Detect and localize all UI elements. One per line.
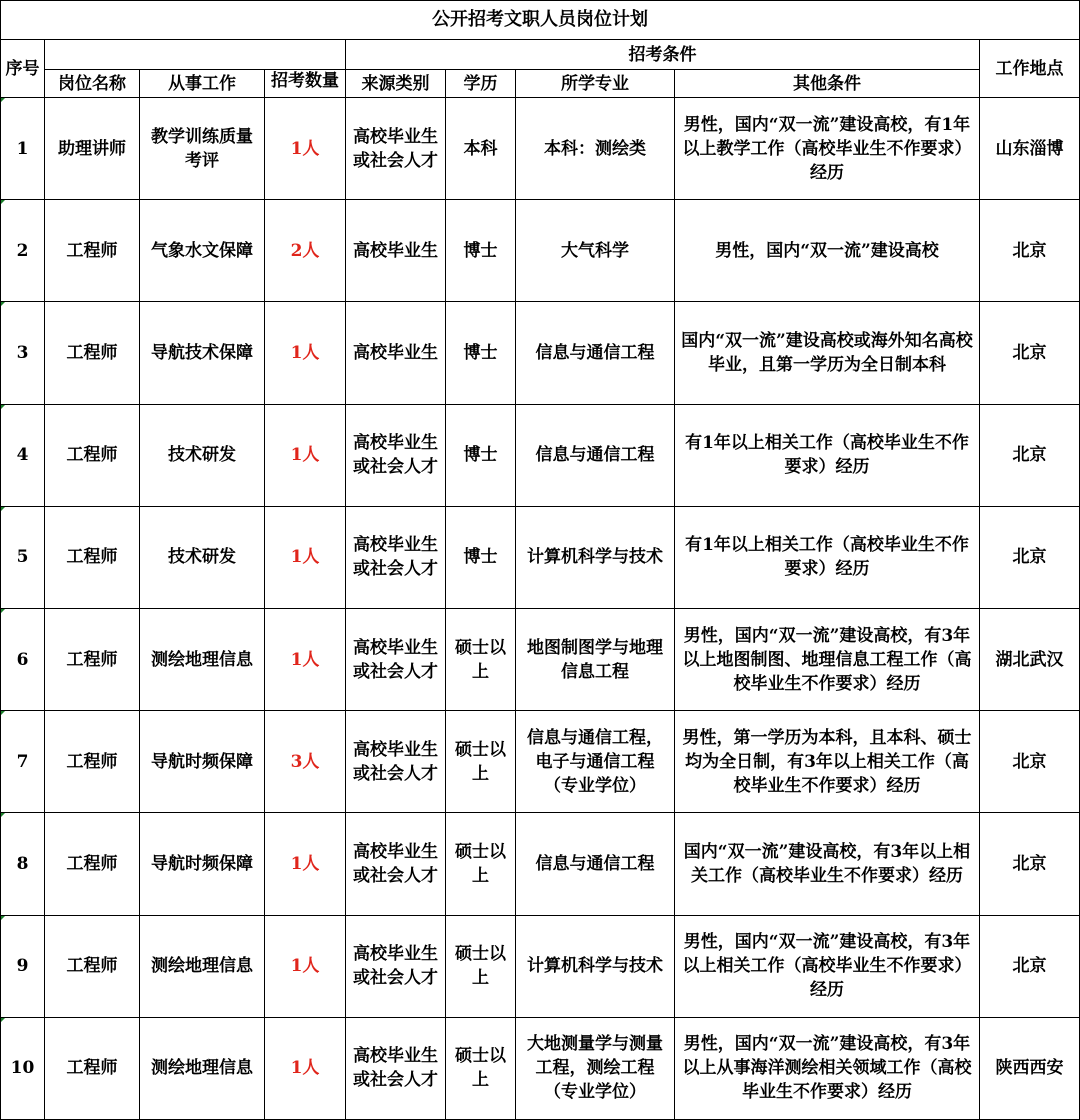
- cell-major: 信息与通信工程: [516, 404, 675, 506]
- cell-count: 3人: [265, 711, 346, 813]
- cell-position: 工程师: [45, 608, 140, 710]
- header-conditions-group: 招考条件: [346, 40, 980, 70]
- cell-location: 北京: [980, 813, 1080, 915]
- cell-seq: 9: [1, 915, 45, 1017]
- cell-location: 山东淄博: [980, 98, 1080, 200]
- table-row: [1, 506, 1080, 608]
- cell-major: 信息与通信工程: [516, 302, 675, 404]
- cell-seq: 10: [1, 1017, 45, 1119]
- table-title: 公开招考文职人员岗位计划: [1, 1, 1080, 40]
- cell-degree: 博士: [446, 200, 516, 302]
- cell-degree: 硕士以上: [446, 915, 516, 1017]
- header-position: 岗位名称: [45, 70, 140, 98]
- cell-position: 工程师: [45, 915, 140, 1017]
- cell-other: 有1年以上相关工作（高校毕业生不作要求）经历: [675, 506, 980, 608]
- cell-major: 大地测量学与测量工程，测绘工程（专业学位）: [516, 1017, 675, 1119]
- cell-major: 地图制图学与地理信息工程: [516, 608, 675, 710]
- header-other: 其他条件: [675, 70, 980, 98]
- cell-work: 教学训练质量考评: [140, 98, 265, 200]
- cell-position: 工程师: [45, 506, 140, 608]
- cell-work: 测绘地理信息: [140, 915, 265, 1017]
- cell-count: 1人: [265, 98, 346, 200]
- cell-seq: 7: [1, 711, 45, 813]
- cell-source: 高校毕业生或社会人才: [346, 98, 446, 200]
- cell-count: 1人: [265, 813, 346, 915]
- cell-position: 工程师: [45, 1017, 140, 1119]
- table-row: [1, 302, 1080, 404]
- header-row-2: [1, 70, 1080, 98]
- cell-major: 大气科学: [516, 200, 675, 302]
- cell-work: 测绘地理信息: [140, 608, 265, 710]
- cell-degree: 硕士以上: [446, 711, 516, 813]
- cell-seq: 5: [1, 506, 45, 608]
- cell-degree: 硕士以上: [446, 608, 516, 710]
- cell-work: 导航时频保障: [140, 711, 265, 813]
- header-count: 招考数量: [265, 70, 346, 98]
- header-work: 从事工作: [140, 70, 265, 98]
- table-row: [1, 200, 1080, 302]
- table-body: [1, 1, 1080, 1120]
- cell-position: 工程师: [45, 813, 140, 915]
- cell-source: 高校毕业生或社会人才: [346, 404, 446, 506]
- header-major: 所学专业: [516, 70, 675, 98]
- cell-location: 陕西西安: [980, 1017, 1080, 1119]
- cell-position: 工程师: [45, 404, 140, 506]
- cell-seq: 4: [1, 404, 45, 506]
- cell-other: 男性，国内“双一流”建设高校: [675, 200, 980, 302]
- cell-work: 导航技术保障: [140, 302, 265, 404]
- cell-other: 有1年以上相关工作（高校毕业生不作要求）经历: [675, 404, 980, 506]
- cell-seq: 8: [1, 813, 45, 915]
- cell-source: 高校毕业生或社会人才: [346, 1017, 446, 1119]
- cell-degree: 博士: [446, 506, 516, 608]
- cell-seq: 3: [1, 302, 45, 404]
- cell-other: 男性，国内“双一流”建设高校，有3年以上相关工作（高校毕业生不作要求）经历: [675, 915, 980, 1017]
- table-row: [1, 915, 1080, 1017]
- cell-other: 男性，国内“双一流”建设高校，有3年以上地图制图、地理信息工程工作（高校毕业生不作要求）经历: [675, 608, 980, 710]
- cell-count: 1人: [265, 1017, 346, 1119]
- cell-source: 高校毕业生: [346, 302, 446, 404]
- cell-count: 1人: [265, 915, 346, 1017]
- table-row: [1, 1017, 1080, 1119]
- cell-source: 高校毕业生或社会人才: [346, 506, 446, 608]
- header-location: 工作地点: [980, 40, 1080, 98]
- cell-position: 助理讲师: [45, 98, 140, 200]
- header-source: 来源类别: [346, 70, 446, 98]
- cell-location: 北京: [980, 506, 1080, 608]
- cell-degree: 博士: [446, 404, 516, 506]
- cell-major: 计算机科学与技术: [516, 506, 675, 608]
- cell-other: 国内“双一流”建设高校，有3年以上相关工作（高校毕业生不作要求）经历: [675, 813, 980, 915]
- cell-other: 男性，第一学历为本科，且本科、硕士均为全日制，有3年以上相关工作（高校毕业生不作要求）经历: [675, 711, 980, 813]
- table-row: [1, 608, 1080, 710]
- cell-seq: 1: [1, 98, 45, 200]
- cell-seq: 6: [1, 608, 45, 710]
- cell-location: 北京: [980, 200, 1080, 302]
- cell-count: 1人: [265, 404, 346, 506]
- cell-degree: 本科: [446, 98, 516, 200]
- header-seq: 序号: [1, 40, 45, 98]
- cell-location: 北京: [980, 711, 1080, 813]
- cell-count: 1人: [265, 506, 346, 608]
- title-row: [1, 1, 1080, 40]
- cell-count: 1人: [265, 608, 346, 710]
- cell-count: 2人: [265, 200, 346, 302]
- cell-other: 男性，国内“双一流”建设高校，有3年以上从事海洋测绘相关领域工作（高校毕业生不作要求）经历: [675, 1017, 980, 1119]
- cell-work: 测绘地理信息: [140, 1017, 265, 1119]
- cell-location: 北京: [980, 302, 1080, 404]
- cell-degree: 硕士以上: [446, 813, 516, 915]
- cell-major: 信息与通信工程，电子与通信工程（专业学位）: [516, 711, 675, 813]
- cell-position: 工程师: [45, 302, 140, 404]
- cell-source: 高校毕业生或社会人才: [346, 813, 446, 915]
- cell-other: 男性，国内“双一流”建设高校，有1年以上教学工作（高校毕业生不作要求）经历: [675, 98, 980, 200]
- cell-source: 高校毕业生或社会人才: [346, 915, 446, 1017]
- table-row: [1, 98, 1080, 200]
- header-blank: [45, 40, 346, 70]
- cell-work: 技术研发: [140, 506, 265, 608]
- table-row: [1, 813, 1080, 915]
- cell-seq: 2: [1, 200, 45, 302]
- cell-position: 工程师: [45, 711, 140, 813]
- cell-count: 1人: [265, 302, 346, 404]
- cell-location: 北京: [980, 404, 1080, 506]
- cell-degree: 博士: [446, 302, 516, 404]
- cell-source: 高校毕业生或社会人才: [346, 608, 446, 710]
- cell-location: 北京: [980, 915, 1080, 1017]
- cell-other: 国内“双一流”建设高校或海外知名高校毕业，且第一学历为全日制本科: [675, 302, 980, 404]
- cell-location: 湖北武汉: [980, 608, 1080, 710]
- cell-work: 技术研发: [140, 404, 265, 506]
- table-row: [1, 711, 1080, 813]
- table-row: [1, 404, 1080, 506]
- cell-source: 高校毕业生或社会人才: [346, 711, 446, 813]
- cell-position: 工程师: [45, 200, 140, 302]
- cell-degree: 硕士以上: [446, 1017, 516, 1119]
- cell-major: 信息与通信工程: [516, 813, 675, 915]
- header-degree: 学历: [446, 70, 516, 98]
- cell-major: 本科：测绘类: [516, 98, 675, 200]
- cell-major: 计算机科学与技术: [516, 915, 675, 1017]
- cell-work: 气象水文保障: [140, 200, 265, 302]
- cell-work: 导航时频保障: [140, 813, 265, 915]
- header-row-1: [1, 40, 1080, 70]
- cell-source: 高校毕业生: [346, 200, 446, 302]
